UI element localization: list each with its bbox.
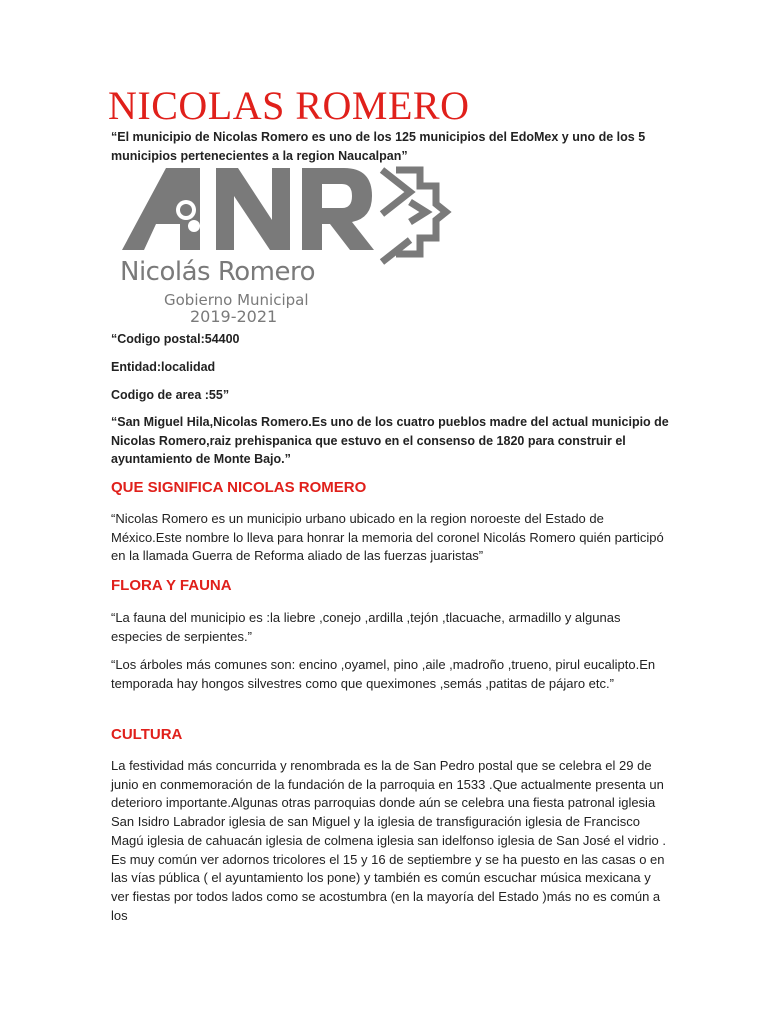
page-title: NICOLAS ROMERO (108, 83, 470, 128)
area-code: Codigo de area :55” (111, 388, 230, 402)
entity-type: Entidad:localidad (111, 360, 216, 374)
logo-name: Nicolás Romero (120, 257, 315, 287)
municipal-logo-graphic (120, 162, 452, 322)
meaning-text: “Nicolas Romero es un municipio urbano ubicado en la region noroeste del Estado de México.Este nombre lo lleva para honrar la memoria del coronel Nicolás Romero quién participó en la llamada Guerra de Reforma aliado de las fuerzas juaristas” (111, 511, 664, 564)
history-quote: “San Miguel Hila,Nicolas Romero.Es uno de los cuatro pueblos madre del actual municipio de Nicolas Romero,raiz prehispanica que estuvo en el consenso de 1820 para construir el ayuntamiento de Monte Bajo.” (111, 415, 669, 466)
municipal-logo (120, 162, 452, 322)
logo-subtitle: Gobierno Municipal (164, 291, 309, 309)
postal-code: “Codigo postal:54400 (111, 332, 240, 346)
fauna-text: “La fauna del municipio es :la liebre ,conejo ,ardilla ,tejón ,tlacuache, armadillo y algunas especies de serpientes.” (111, 610, 621, 644)
section-heading-flora: FLORA Y FAUNA (111, 577, 232, 594)
section-heading-meaning: QUE SIGNIFICA NICOLAS ROMERO (111, 479, 367, 496)
trees-text: “Los árboles más comunes son: encino ,oyamel, pino ,aile ,madroño ,trueno, pirul eucalipto.En temporada hay hongos silvestres como que queximones ,semás ,patitas de pájaro etc.” (111, 657, 656, 691)
logo-years: 2019-2021 (190, 307, 278, 322)
culture-text: La festividad más concurrida y renombrada es la de San Pedro postal que se celebra el 29 de junio en conmemoración de la fundación de la parroquia en 1533 .Que actualmente presenta un deterioro importante.Algunas otras parroquias donde aún se celebra una fiesta patronal iglesia San Isidro Labrador iglesia de san Miguel y la iglesia de transfiguración iglesia de Francisco Magú iglesia de cahuacán iglesia de colmena iglesia san idelfonso iglesia de San José el vidrio . Es muy común ver adornos tricolores el 15 y 16 de septiembre y se ha puesto en las casas o en las vías pública ( el ayuntamiento los pone) y también es común escuchar música mexicana y ver fiestas por todos lados como se acostumbra (en la mayoría del Estado )más no es común a los (111, 758, 667, 923)
section-heading-culture: CULTURA (111, 726, 183, 743)
intro-quote: “El municipio de Nicolas Romero es uno de los 125 municipios del EdoMex y uno de los 5 municipios pertenecientes a la region Naucalpan” (111, 130, 646, 163)
